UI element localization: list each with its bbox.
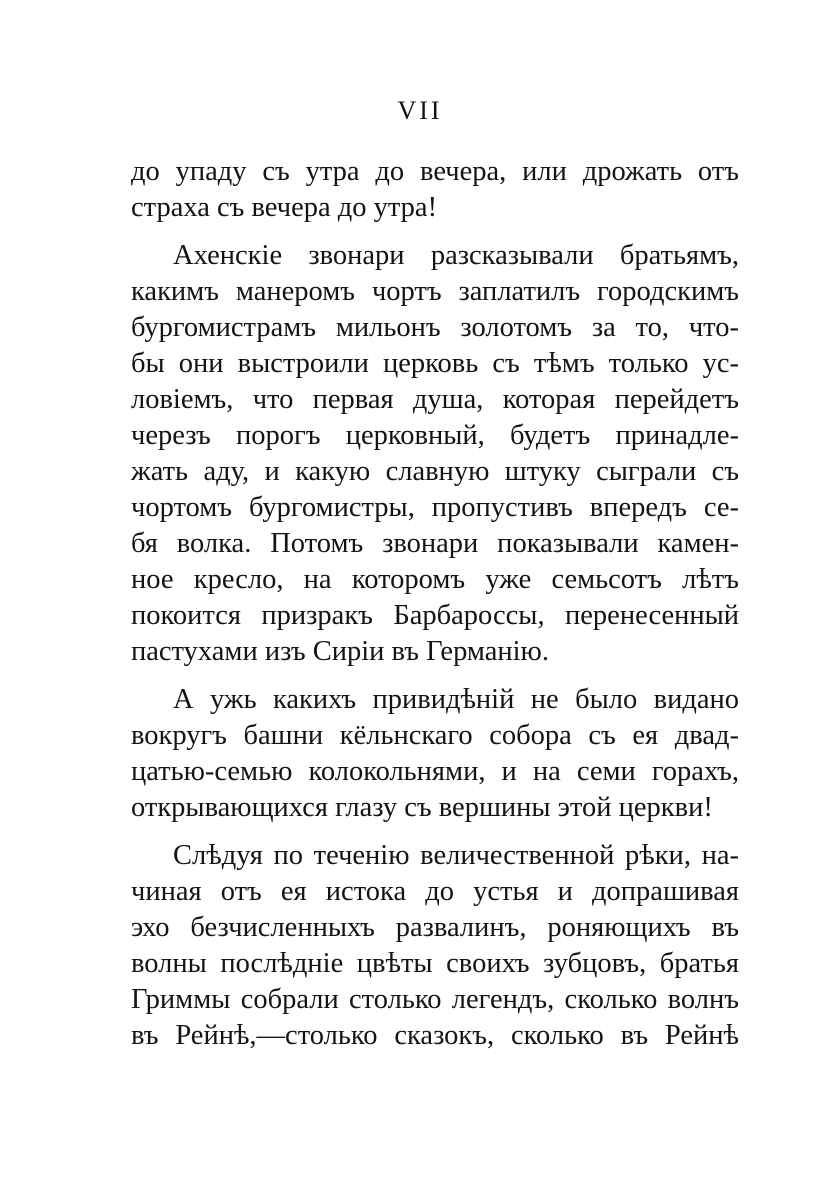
text-line: покоится призракъ Барбароссы, перенесенный: [131, 600, 739, 631]
text-line: чиная отъ ея истока до устья и допрашивая: [131, 876, 739, 907]
text-line: волны послѣдніе цвѣты своихъ зубцовъ, братья: [131, 948, 739, 979]
text-line: цатью-семью колокольнями, и на семи горахъ,: [131, 756, 739, 787]
text-line: страха съ вечера до утра!: [131, 192, 438, 223]
text-line: ное кресло, на которомъ уже семьсотъ лѣтъ: [131, 564, 739, 595]
text-line: Гриммы собрали столько легендъ, сколько волнъ: [131, 984, 739, 1015]
text-line: чортомъ бургомистры, пропустивъ впередъ се-: [131, 492, 739, 523]
text-line: ловіемъ, что первая душа, которая перейдетъ: [131, 384, 739, 415]
text-line: эхо безчисленныхъ развалинъ, роняющихъ въ: [131, 912, 739, 943]
text-line: бя волка. Потомъ звонари показывали камен-: [131, 528, 739, 559]
text-line: до упаду съ утра до вечера, или дрожать отъ: [131, 156, 739, 187]
page-number: VII: [397, 96, 443, 125]
text-line: какимъ манеромъ чортъ заплатилъ городскимъ: [131, 276, 739, 307]
text-line: черезъ порогъ церковный, будетъ принадле-: [131, 420, 739, 451]
text-line: жать аду, и какую славную штуку сыграли съ: [131, 456, 739, 487]
text-line: бургомистрамъ мильонъ золотомъ за то, что-: [131, 312, 739, 343]
text-line: бы они выстроили церковь съ тѣмъ только ус-: [131, 348, 739, 379]
text-line: въ Рейнѣ,—столько сказокъ, сколько въ Рейнѣ: [131, 1020, 739, 1051]
text-line: А ужь какихъ привидѣній не было видано: [173, 684, 739, 715]
text-line: пастухами изъ Сиріи въ Германію.: [131, 636, 549, 667]
text-line: Слѣдуя по теченію величественной рѣки, на-: [173, 840, 739, 871]
text-line: открывающихся глазу съ вершины этой церкви!: [131, 792, 713, 823]
body-text: [131, 154, 739, 1054]
text-line: вокругъ башни кёльнскаго собора съ ея двад-: [131, 720, 739, 751]
text-line: Ахенскіе звонари разсказывали братьямъ,: [173, 240, 739, 271]
